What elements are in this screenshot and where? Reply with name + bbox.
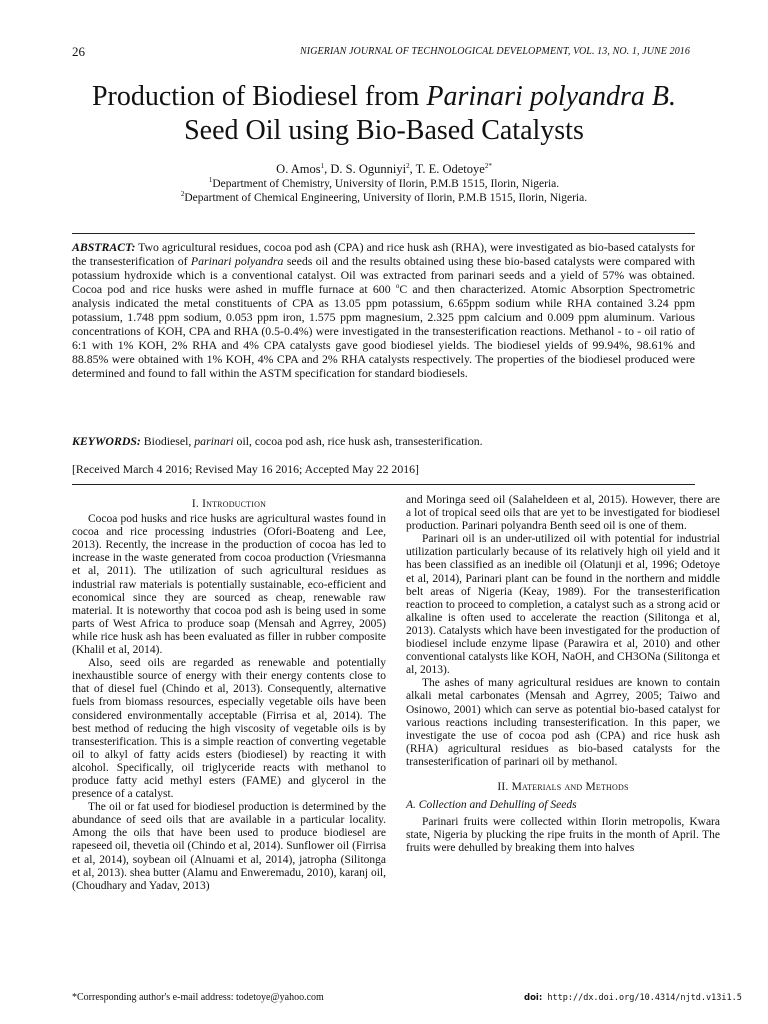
author-affil-mark: 1 <box>320 161 325 170</box>
paragraph: Cocoa pod husks and rice husks are agricultural wastes found in cocoa and rice processing industries (Ofori-Boateng and Lee, 2013). Recently, the increase in the production of cocoa has led to increase in the waste generated from cocoa production (Vriesmanna et al, 2011). The utilization of such agricultural residues as industrial raw materials is potentially sustainable, eco-efficient and economical since they are sourced as cheap, renewable raw material. It is noteworthy that cocoa pod ash is being used in some parts of West Africa to produce soap (Mensah and Agrrey, 2005) while rice husk ash has been evaluated as filler in rubber composite (Khalil et al, 2014). <box>72 513 386 657</box>
doi-label: doi: <box>524 993 543 1003</box>
abstract-top-rule <box>72 233 695 234</box>
paragraph: The oil or fat used for biodiesel production is determined by the abundance of seed oils that are available in a particular locality. Among the oils that have been used to produce biodiesel are rapeseed oil, thevetia oil (Chindo et al, 2014). Sunflower oil (Firrisa et al, 2014), soybean oil (Alnuami et al, 2014), jatropha (Silitonga et al, 2013). shea butter (Alamu and Enweremadu, 2010), karanj oil, (Choudhary and Yadav, 2013) <box>72 801 386 892</box>
abstract-text: Two agricultural residues, cocoa pod ash (CPA) and rice husk ash (RHA), were investigated as bio-based catalysts for the transesterification of <box>72 240 695 268</box>
received-dates: [Received March 4 2016; Revised May 16 2016; Accepted May 22 2016] <box>72 462 419 476</box>
degree-mark: o <box>395 282 400 291</box>
paragraph: and Moringa seed oil (Salaheldeen et al, 2015). However, there are a lot of tropical seed oils that are yet to be investigated for biodiesel production. Parinari polyandra Benth seed oil is one of them. <box>406 494 720 533</box>
keywords-italic: parinari <box>194 434 234 448</box>
author-list: O. Amos$^1$, D. S. Ogunniyi$^2$, T. E. Odetoye$^{2*}$ <box>276 161 492 176</box>
paragraph: Parinari oil is an under-utilized oil with potential for industrial utilization particularly because of its relatively high oil yield and it has been classified as an inedible oil (Olatunji et al, 1996; Odetoye et al, 2014), Parinari plant can be found in the northern and middle belt areas of Nigeria (Keay, 1989). For the transesterification reaction to proceed to completion, a catalyst such as a strong acid or alkaline is often used to accelerate the reaction (Silitonga et al, 2013). Catalysts which have been investigated for the production of biodiesel include enzyme lipase (Parawira et al, 2010) and other conventional catalysts like KOH, NaOH, and CH3ONa (Silitonga et al, 2013). <box>406 533 720 677</box>
corresponding-author-footnote: *Corresponding author's e-mail address: todetoye@yahoo.com <box>72 992 324 1003</box>
author-name: O. Amos <box>276 162 321 176</box>
keywords-text: Biodiesel, <box>140 434 195 448</box>
author-name: T. E. Odetoye <box>415 162 485 176</box>
abstract-text: seeds oil and the results obtained using these bio-based catalysts were compared with potassium hydroxide which is a conventional catalyst. Oil was extracted from parinari seeds and a yield of 57% was obtained. Cocoa pod and rice husks were ashed in muffle furnace at 600 <box>72 254 695 296</box>
subsection-heading: A. Collection and Dehulling of Seeds <box>406 799 577 812</box>
keywords-label: KEYWORDS: <box>72 434 141 448</box>
title-part1: Production of Biodiesel from <box>91 81 427 112</box>
keywords-text: oil, cocoa pod ash, rice husk ash, transesterification. <box>233 434 483 448</box>
affil-text: Department of Chemistry, University of Ilorin, P.M.B 1515, Ilorin, Nigeria. <box>212 178 560 190</box>
abstract-text: C and then characterized. Atomic Absorption Spectrometric analysis indicated the metal constituents of CPA as 13.05 ppm potassium, 6.65ppm sodium while RHA contained 3.24 ppm potassium, 1.748 ppm sodium, 0.053 ppm iron, 1.575 ppm magnesium, 2.325 ppm calcium and 0.009 ppm aluminum. Various concentrations of KOH, CPA and RHA (0.5-0.4%) were investigated in the transesterification reactions. Methanol - to - oil ratio of 6:1 with 1% KOH, 2% RHA and 4% CPA catalysts gave good biodiesel yields. The biodiesel yields of 99.94%, 98.61% and 88.85% were obtained with 1% KOH, 4% CPA and 2% RHA catalysts respectively. The properties of the biodiesel produced were determined and found to fall within the ASTM specification for standard biodiesels. <box>72 282 695 380</box>
author-affil-mark: 2 <box>406 161 410 170</box>
affil-mark: 2 <box>180 190 185 199</box>
affil-text: Department of Chemical Engineering, University of Ilorin, P.M.B 1515, Ilorin, Nigeria. <box>184 192 588 204</box>
abstract <box>72 240 695 380</box>
abstract-species: Parinari polyandra <box>190 254 284 268</box>
title-species: Parinari polyandra B. <box>426 81 677 112</box>
paragraph: Parinari fruits were collected within Ilorin metropolis, Kwara state, Nigeria by plucking the ripe fruits in the month of April. The fruits were dehulled by breaking them into halves <box>406 816 720 855</box>
section-heading-methods: II. Materials and Methods <box>497 780 629 793</box>
paragraph: The ashes of many agricultural residues are known to contain alkali metal carbonates (Mensah and Agrrey, 2005; Taiwo and Osinowo, 2001) which can serve as potential bio-based catalyst for various reactions including transesterification. In this paper, we investigate the use of cocoa pod ash (CPA) and rice husk ash (RHA) agricultural residues as bio-based catalysts for the transesterification of parinari oil by methanol. <box>406 677 720 768</box>
affiliation <box>40 177 728 191</box>
paper-title <box>40 80 728 148</box>
journal-running-header: NIGERIAN JOURNAL OF TECHNOLOGICAL DEVELOPMENT, VOL. 13, NO. 1, JUNE 2016 <box>300 46 690 57</box>
section-heading-introduction: I. Introduction <box>191 498 267 510</box>
paragraph: Also, seed oils are regarded as renewable and potentially inexhaustible source of energy with their energy contents close to that of diesel fuel (Chindo et al, 2013). Consequently, alternative fuels from biomass resources, especially vegetable oils have been considered environmentally acceptable (Firrisa et al, 2014). The best method of reducing the high viscosity of vegetable oils is by transesterification. This is a simple reaction of converting vegetable oil to alkyl of fatty acids esters (biodiesel) by reacting it with alcohol. Specifically, oil triglyceride reacts with methanol to produce fatty acid methyl esters (FAME) and glycerol in the presence of a catalyst. <box>72 657 386 801</box>
author-affil-mark: 2* <box>484 161 492 170</box>
title-line2: Seed Oil using Bio-Based Catalysts <box>184 115 584 146</box>
abstract-label: ABSTRACT: <box>72 240 136 254</box>
doi-link[interactable]: http://dx.doi.org/10.4314/njtd.v13i1.5 <box>547 993 742 1003</box>
affiliation <box>40 191 728 205</box>
page-number: 26 <box>72 44 85 59</box>
left-column <box>72 494 386 893</box>
doi <box>524 993 742 1003</box>
title-block <box>40 80 728 205</box>
abstract-bottom-rule <box>72 484 695 485</box>
affil-mark: 1 <box>208 176 213 185</box>
right-column <box>406 494 720 855</box>
author-name: D. S. Ogunniyi <box>330 162 407 176</box>
keywords <box>72 434 695 448</box>
